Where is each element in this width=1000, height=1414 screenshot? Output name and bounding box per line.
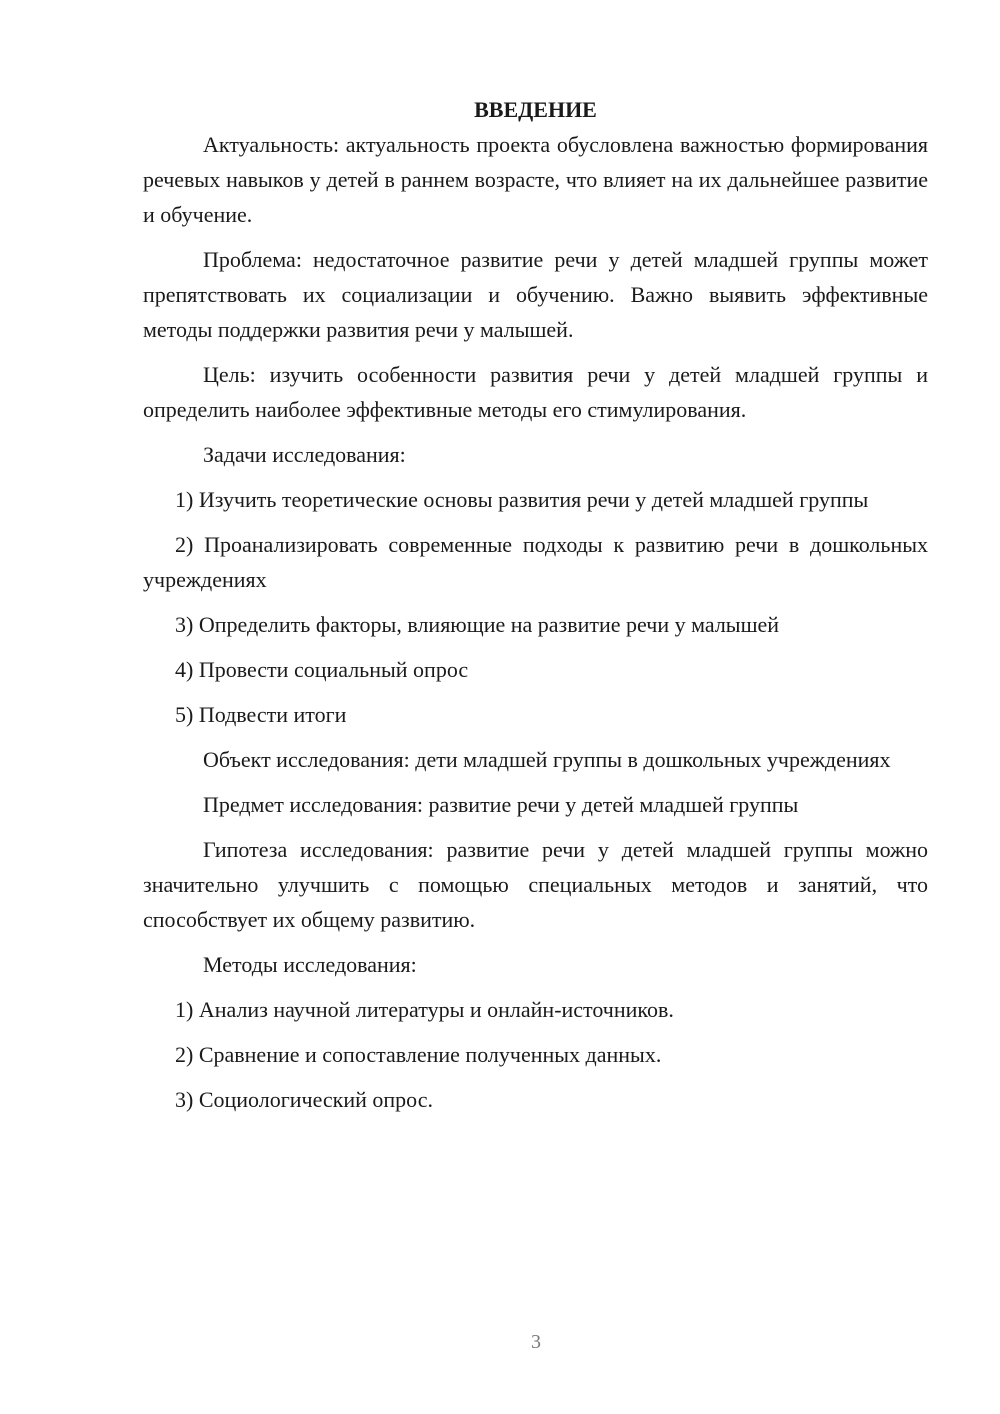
document-body bbox=[143, 92, 928, 1117]
section-title: ВВЕДЕНИЕ bbox=[474, 97, 597, 122]
methods-heading: Методы исследования: bbox=[203, 952, 417, 977]
methods-list bbox=[143, 992, 928, 1117]
list-item: 3) Социологический опрос. bbox=[175, 1087, 433, 1112]
paragraph-goal: Цель: изучить особенности развития речи у детей младшей группы и определить наиболее эффективные методы его стимулирования. bbox=[143, 362, 928, 422]
paragraph-hypothesis: Гипотеза исследования: развитие речи у детей младшей группы можно значительно улучшить с помощью специальных методов и занятий, что способствует их общему развитию. bbox=[143, 837, 928, 932]
paragraph-object: Объект исследования: дети младшей группы в дошкольных учреждениях bbox=[203, 747, 891, 772]
tasks-heading: Задачи исследования: bbox=[203, 442, 406, 467]
paragraph-subject: Предмет исследования: развитие речи у детей младшей группы bbox=[203, 792, 799, 817]
list-item: 4) Провести социальный опрос bbox=[175, 657, 469, 682]
list-item: 1) Анализ научной литературы и онлайн-источников. bbox=[175, 997, 674, 1022]
list-item: 3) Определить факторы, влияющие на развитие речи у малышей bbox=[175, 612, 780, 637]
paragraph-problem: Проблема: недостаточное развитие речи у детей младшей группы может препятствовать их социализации и обучению. Важно выявить эффективные методы поддержки развития речи у малышей. bbox=[143, 247, 928, 342]
list-item: 5) Подвести итоги bbox=[175, 702, 347, 727]
page-number: 3 bbox=[531, 1331, 541, 1353]
list-item: 1) Изучить теоретические основы развития речи у детей младшей группы bbox=[175, 487, 869, 512]
paragraph-relevance: Актуальность: актуальность проекта обусловлена важностью формирования речевых навыков у детей в раннем возрасте, что влияет на их дальнейшее развитие и обучение. bbox=[143, 132, 928, 227]
list-item: 2) Проанализировать современные подходы к развитию речи в дошкольных учреждениях bbox=[143, 532, 928, 592]
tasks-list bbox=[143, 482, 928, 732]
list-item: 2) Сравнение и сопоставление полученных данных. bbox=[175, 1042, 662, 1067]
